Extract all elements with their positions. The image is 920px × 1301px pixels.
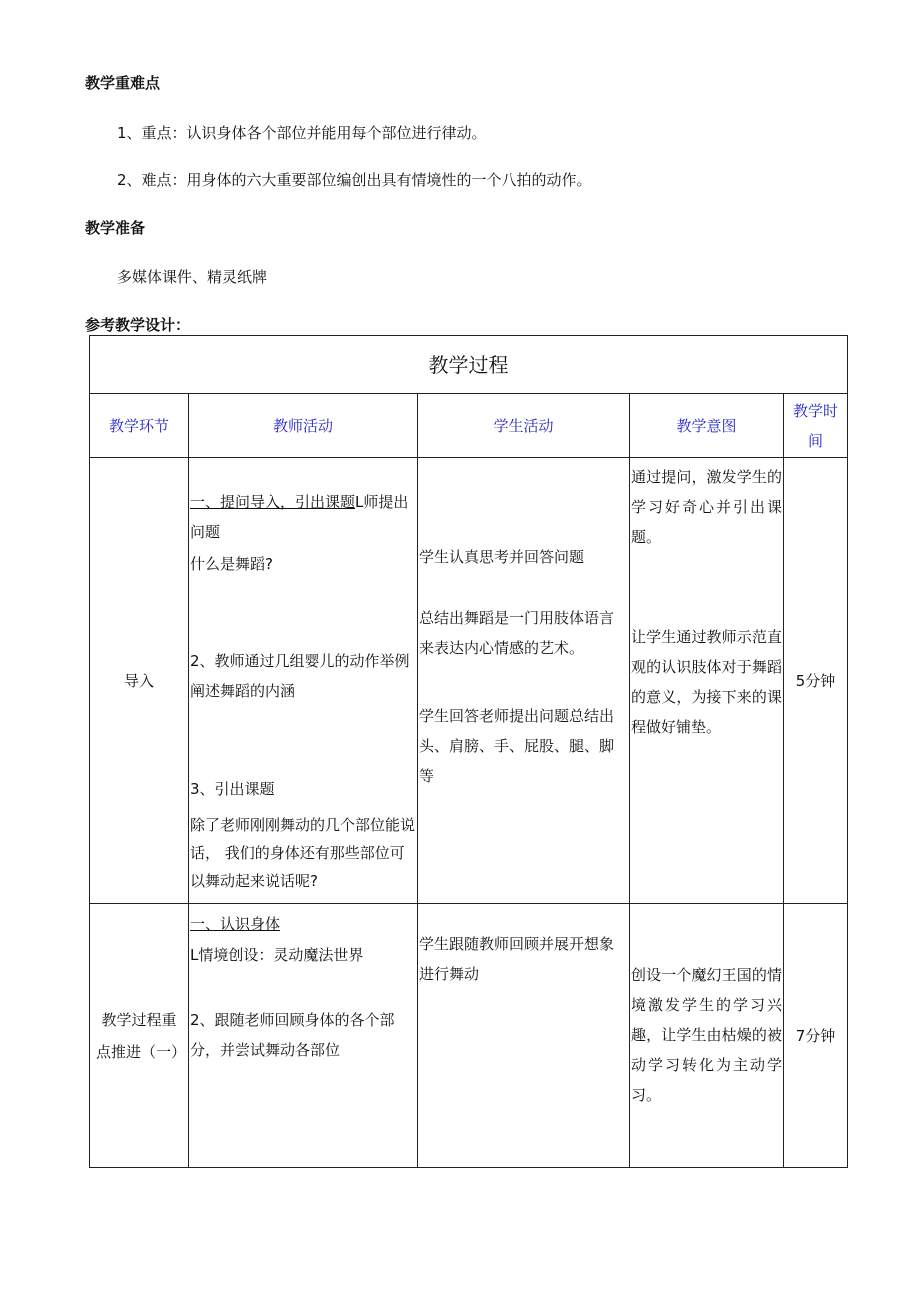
student-cell — [418, 904, 630, 1168]
table-title: 教学过程 — [90, 336, 848, 394]
teacher-text-1: 一、认识身体 — [190, 915, 281, 933]
prep-heading: 教学准备 — [85, 219, 146, 237]
header-teacher: 教师活动 — [189, 394, 418, 458]
teacher-text-5: 除了老师刚刚舞动的几个部位能说话， 我们的身体还有那些部位可以舞动起来说话呢? — [190, 816, 416, 890]
teacher-text-2: 什么是舞蹈? — [190, 555, 273, 573]
student-text-1: 学生认真思考并回答问题 — [419, 548, 585, 566]
intent-cell — [630, 458, 784, 904]
teacher-text-4: 3、引出课题 — [190, 780, 275, 798]
teacher-cell — [189, 458, 418, 904]
stage-cell: 教学过程重点推进（一） — [90, 904, 189, 1168]
teacher-text-2: L情境创设：灵动魔法世界 — [190, 946, 364, 964]
student-text-1: 学生跟随教师回顾并展开想象进行舞动 — [419, 935, 615, 983]
design-heading: 参考教学设计： — [85, 316, 191, 334]
student-cell — [418, 458, 630, 904]
teaching-process-table — [89, 335, 848, 1168]
header-intent: 教学意图 — [630, 394, 784, 458]
teacher-cell — [189, 904, 418, 1168]
teacher-text-1: 一、提问导入，引出课题L师提出问题 — [190, 493, 409, 541]
table-row — [90, 458, 848, 904]
prep-text: 多媒体课件、精灵纸牌 — [117, 268, 268, 286]
time-cell: 5分钟 — [784, 458, 848, 904]
intent-text-1: 创设一个魔幻王国的情境激发学生的学习兴趣，让学生由枯燥的被动学习转化为主动学习。 — [631, 966, 782, 1104]
intent-cell — [630, 904, 784, 1168]
header-time: 教学时间 — [784, 394, 848, 458]
intent-text-1: 通过提问，激发学生的学习好奇心并引出课题。 — [631, 468, 782, 546]
table-row — [90, 904, 848, 1168]
student-text-3: 学生回答老师提出问题总结出头、肩膀、手、屁股、腿、脚等 — [419, 707, 615, 785]
key-points-heading: 教学重难点 — [85, 74, 161, 92]
header-stage: 教学环节 — [90, 394, 189, 458]
header-student: 学生活动 — [418, 394, 630, 458]
student-text-2: 总结出舞蹈是一门用肢体语言来表达内心情感的艺术。 — [419, 609, 615, 657]
stage-cell: 导入 — [90, 458, 189, 904]
key-point-1: 1、重点：认识身体各个部位并能用每个部位进行律动。 — [117, 124, 487, 142]
key-point-2: 2、难点：用身体的六大重要部位编创出具有情境性的一个八拍的动作。 — [117, 171, 592, 189]
teacher-text-3: 2、教师通过几组婴儿的动作举例阐述舞蹈的内涵 — [190, 652, 410, 700]
teacher-text-3: 2、跟随老师回顾身体的各个部分，并尝试舞动各部位 — [190, 1011, 395, 1059]
time-cell: 7分钟 — [784, 904, 848, 1168]
intent-text-2: 让学生通过教师示范直观的认识肢体对于舞蹈的意义，为接下来的课程做好铺垫。 — [631, 628, 782, 736]
